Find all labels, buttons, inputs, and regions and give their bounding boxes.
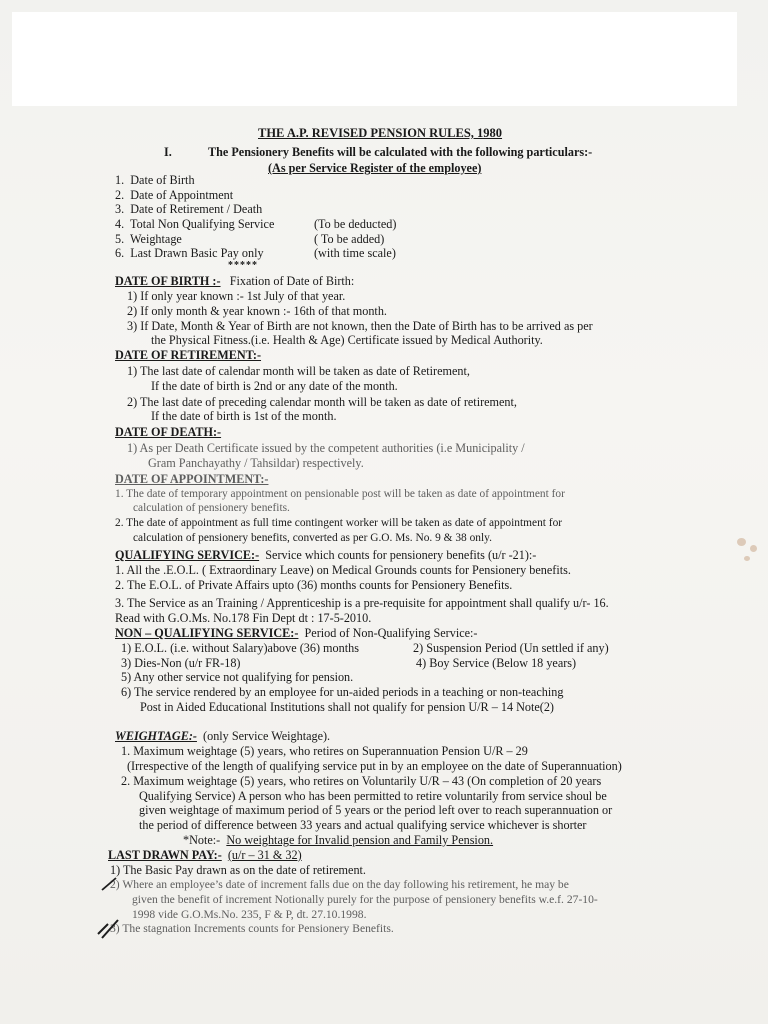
list-item: 1) E.O.L. (i.e. without Salary)above (36) months (121, 641, 359, 655)
list-item: 3. Date of Retirement / Death (115, 202, 263, 216)
section-lastpay-heading: LAST DRAWN PAY:- (u/r – 31 & 32) (108, 848, 302, 862)
list-item: 3) Dies-Non (u/r FR-18) (121, 656, 241, 670)
list-item: 1. Date of Birth (115, 173, 195, 187)
stain-mark (737, 538, 746, 546)
list-item: Qualifying Service) A person who has been permitted to retire voluntarily from service shoul be (139, 789, 607, 803)
list-item-note: (To be deducted) (314, 217, 397, 231)
list-item: 1) The last date of calendar month will be taken as date of Retirement, (127, 364, 470, 378)
list-item-note: ( To be added) (314, 232, 385, 246)
list-item: 4. Total Non Qualifying Service (115, 217, 275, 231)
section-appointment-heading: DATE OF APPOINTMENT:- (115, 472, 269, 486)
list-item: Gram Panchayathy / Tahsildar) respectively. (148, 456, 364, 470)
intro-text: The Pensionery Benefits will be calculated with the following particulars:- (208, 145, 593, 159)
list-item: 2) Where an employee’s date of increment falls due on the day following his retirement, he may be (110, 878, 569, 891)
list-item: 1) If only year known :- 1st July of that year. (127, 289, 346, 303)
list-item-note: (with time scale) (314, 246, 396, 260)
list-item: Post in Aided Educational Institutions shall not qualify for pension U/R – 14 Note(2) (140, 700, 554, 714)
list-item: 1) The Basic Pay drawn as on the date of retirement. (110, 863, 366, 877)
list-item: 1998 vide G.O.Ms.No. 235, F & P, dt. 27.10.1998. (132, 908, 367, 921)
list-item: the Physical Fitness.(i.e. Health & Age) Certificate issued by Medical Authority. (151, 333, 543, 347)
list-item: 1. Maximum weightage (5) years, who retires on Superannuation Pension U/R – 29 (121, 744, 528, 758)
section-nonqualifying-heading: NON – QUALIFYING SERVICE:- Period of Non-Qualifying Service:- (115, 626, 478, 640)
list-item: given the benefit of increment Notionally purely for the purpose of pensionery benefits w.e.f. 27-10- (132, 893, 598, 906)
list-item: 3) If Date, Month & Year of Birth are not known, then the Date of Birth has to be arrived as per (127, 319, 593, 333)
list-item: 6. Last Drawn Basic Pay only (115, 246, 264, 260)
pen-tick-mark (96, 918, 126, 940)
list-item: 5. Weightage (115, 232, 182, 246)
stain-mark (750, 545, 757, 552)
list-item: 5) Any other service not qualifying for pension. (121, 670, 354, 684)
list-item: given weightage of maximum period of 5 years or the period left over to reach superannuation or (139, 803, 613, 817)
section-qualifying-heading: QUALIFYING SERVICE:- Service which counts for pensionery benefits (u/r -21):- (115, 548, 537, 562)
list-item: 2. The E.O.L. of Private Affairs upto (36) months counts for Pensionery Benefits. (115, 578, 513, 592)
list-item: Read with G.O.Ms. No.178 Fin Dept dt : 17-5-2010. (115, 611, 372, 625)
blank-header-area (12, 12, 737, 106)
stain-mark (744, 556, 750, 561)
list-item: calculation of pensionery benefits, converted as per G.O. Ms. No. 9 & 38 only. (133, 532, 492, 544)
list-item: calculation of pensionery benefits. (133, 502, 290, 514)
document-title: THE A.P. REVISED PENSION RULES, 1980 (258, 126, 503, 140)
list-item: 1. The date of temporary appointment on pensionable post will be taken as date of appointment for (115, 488, 565, 500)
list-item: 2) The last date of preceding calendar month will be taken as date of retirement, (127, 395, 517, 409)
section-birth-heading: DATE OF BIRTH :- Fixation of Date of Birth: (115, 274, 355, 288)
list-item: 1. All the .E.O.L. ( Extraordinary Leave) on Medical Grounds counts for Pensionery benefits. (115, 563, 571, 577)
section-death-heading: DATE OF DEATH:- (115, 425, 222, 439)
weightage-note: *Note:- No weightage for Invalid pension and Family Pension. (183, 833, 494, 847)
section-retirement-heading: DATE OF RETIREMENT:- (115, 348, 262, 362)
intro-number: I. (164, 145, 172, 159)
list-item: 2. Maximum weightage (5) years, who retires on Voluntarily U/R – 43 (On completion of 20 years (121, 774, 602, 788)
list-item: 6) The service rendered by an employee for un-aided periods in a teaching or non-teaching (121, 685, 564, 699)
section-weightage-heading: WEIGHTAGE:- (only Service Weightage). (115, 729, 331, 743)
list-item: 3) The stagnation Increments counts for Pensionery Benefits. (110, 922, 394, 935)
list-item: If the date of birth is 2nd or any date of the month. (151, 379, 398, 393)
list-item: 3. The Service as an Training / Apprenticeship is a pre-requisite for appointment shall qualify u/r- 16. (115, 596, 609, 610)
list-item: (Irrespective of the length of qualifying service put in by an employee on the date of Superannuation) (127, 759, 622, 773)
list-item: 2) Suspension Period (Un settled if any) (413, 641, 609, 655)
separator-stars: ***** (228, 260, 258, 271)
list-item: If the date of birth is 1st of the month. (151, 409, 337, 423)
list-item: 2. The date of appointment as full time contingent worker will be taken as date of appointment for (115, 517, 563, 529)
pen-tick-mark (100, 876, 122, 894)
intro-subtitle: (As per Service Register of the employee) (268, 161, 482, 175)
list-item: the period of difference between 33 years and actual qualifying service whichever is shorter (139, 818, 587, 832)
list-item: 4) Boy Service (Below 18 years) (416, 656, 577, 670)
list-item: 2) If only month & year known :- 16th of that month. (127, 304, 387, 318)
list-item: 1) As per Death Certificate issued by the competent authorities (i.e Municipality / (127, 441, 525, 455)
list-item: 2. Date of Appointment (115, 188, 234, 202)
